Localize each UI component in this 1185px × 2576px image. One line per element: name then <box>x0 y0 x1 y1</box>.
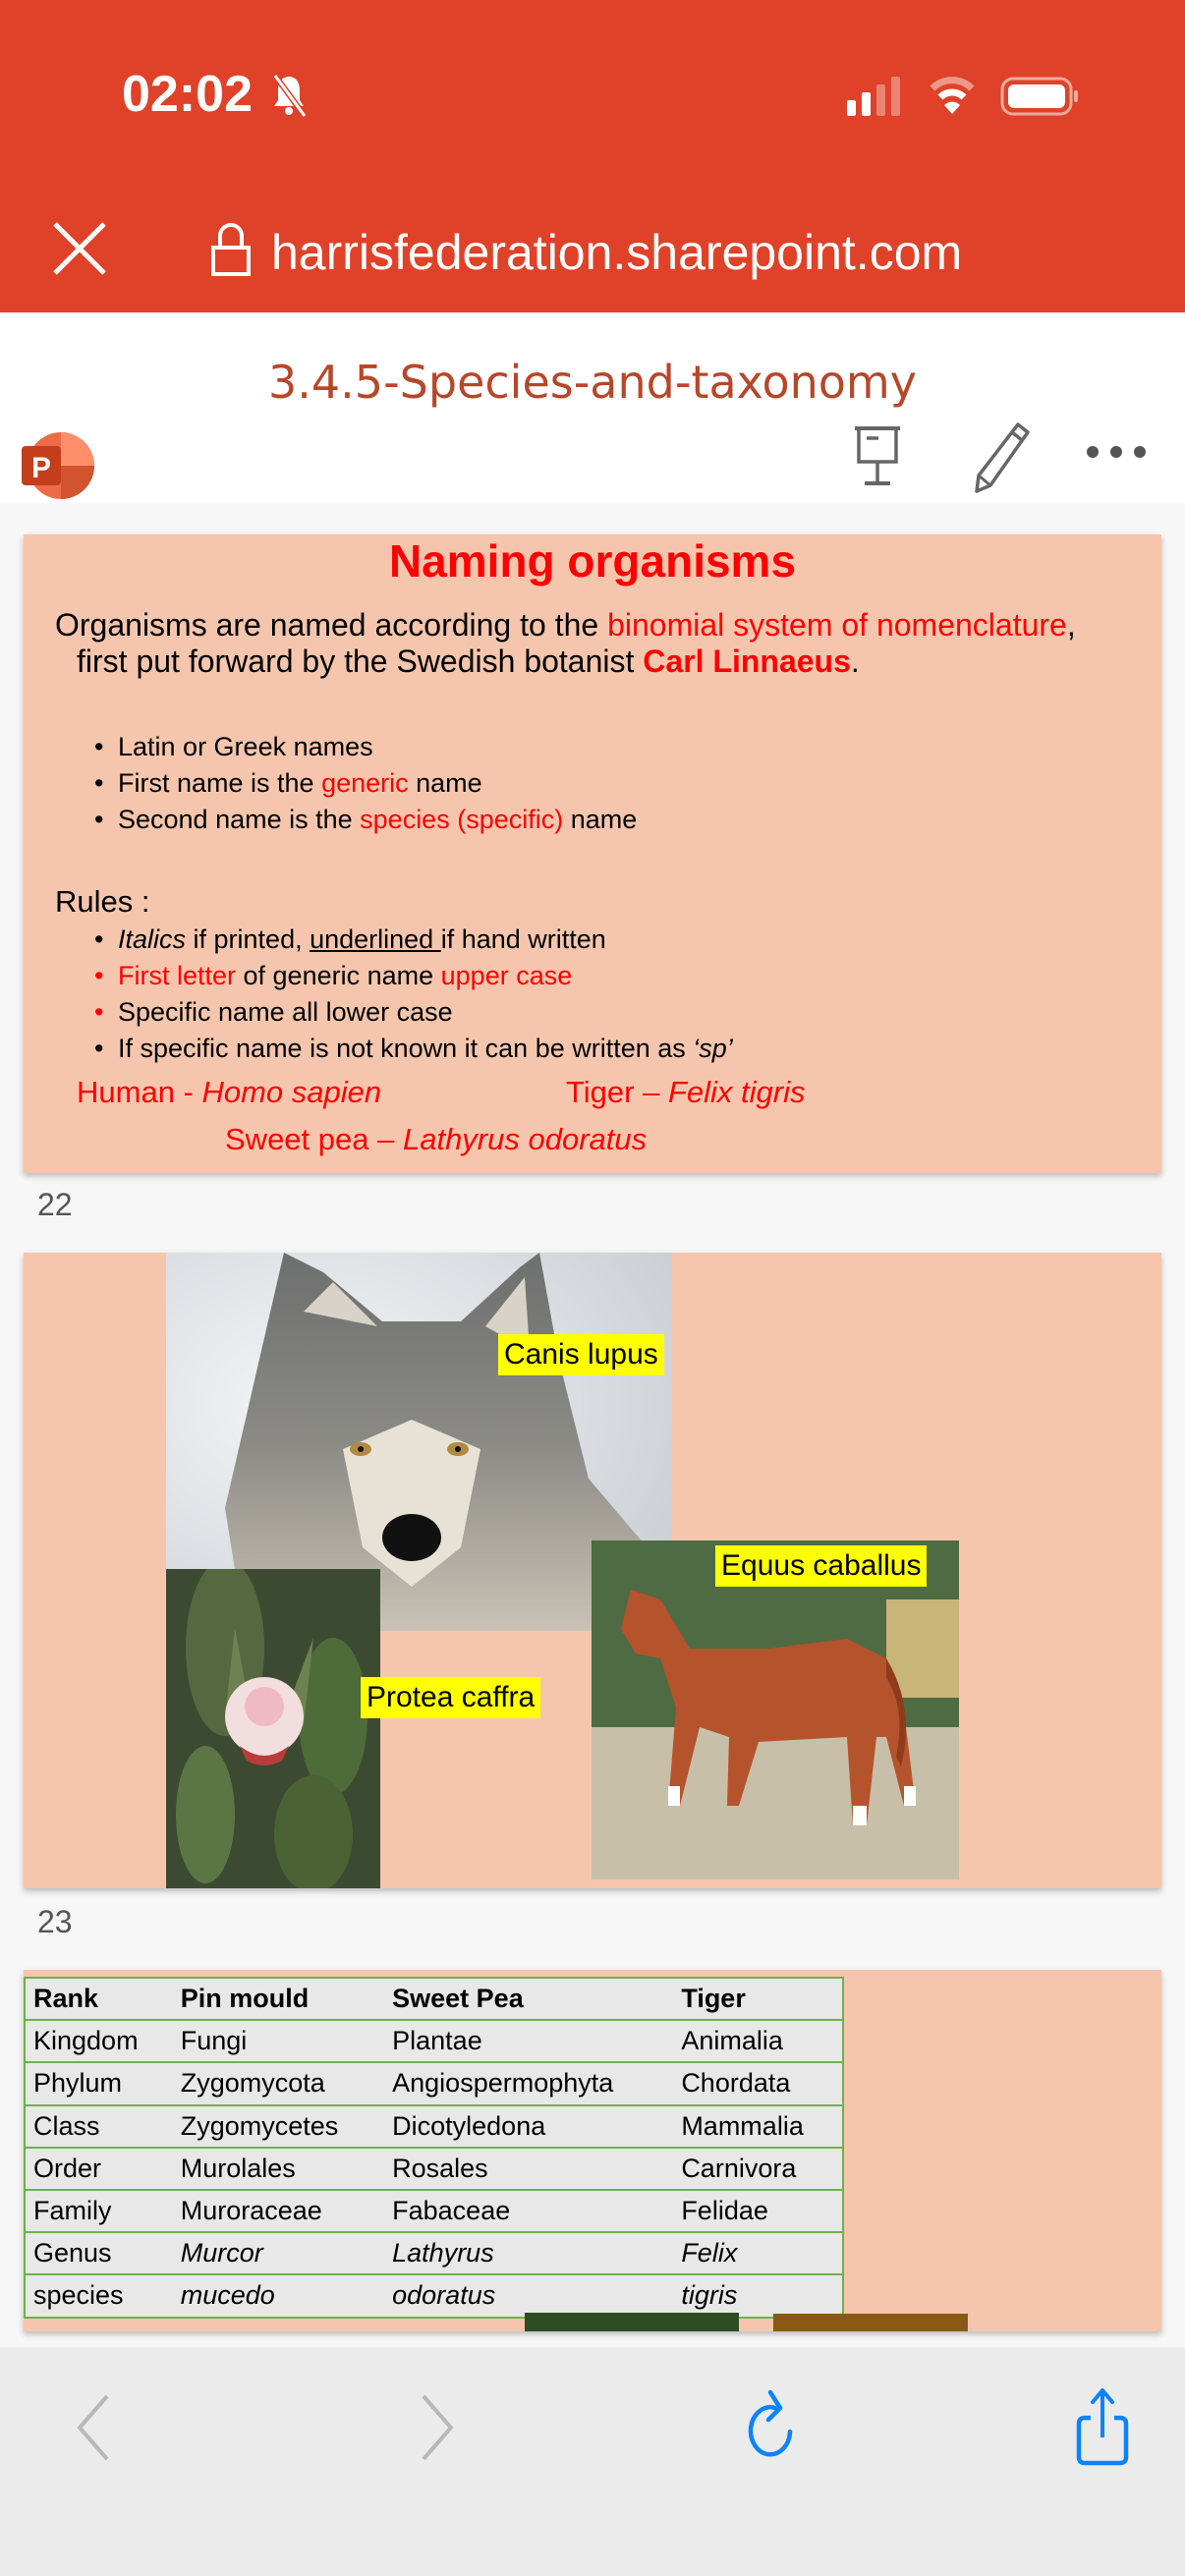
intro-text: . <box>850 644 860 679</box>
battery-icon <box>1000 77 1081 116</box>
rule-item: • Specific name all lower case <box>94 994 733 1031</box>
browser-top-bar <box>0 0 1185 312</box>
example-tiger <box>566 1075 805 1110</box>
table-cell: Felidae <box>673 2190 843 2232</box>
table-cell: Fabaceae <box>384 2190 673 2232</box>
document-title: 3.4.5-Species-and-taxonomy <box>268 356 917 409</box>
bullet-item: • Latin or Greek names <box>94 729 637 765</box>
example-binomial: Homo sapien <box>201 1075 382 1109</box>
table-cell: Murcor <box>173 2232 384 2274</box>
intro-text: Organisms are named according to the <box>55 607 608 643</box>
bullet-highlight: generic <box>321 768 409 798</box>
rule-item <box>94 1031 733 1067</box>
wifi-icon <box>929 75 976 116</box>
label-equus-caballus: Equus caballus <box>715 1545 927 1587</box>
table-cell: Dicotyledona <box>384 2105 673 2148</box>
bullet-text: name <box>408 768 482 798</box>
table-header-row <box>25 1978 843 2020</box>
svg-text:P: P <box>30 452 52 484</box>
table-cell: Murolales <box>173 2148 384 2190</box>
example-common: Human - <box>77 1075 202 1109</box>
example-sweet-pea <box>225 1122 647 1157</box>
intro-highlight: Carl Linnaeus <box>643 644 851 679</box>
partial-animal-image <box>773 2314 968 2331</box>
table-cell: Plantae <box>384 2020 673 2062</box>
table-cell: Rosales <box>384 2148 673 2190</box>
lock-icon <box>210 222 252 277</box>
table-cell: Animalia <box>673 2020 843 2062</box>
table-cell: Felix <box>673 2232 843 2274</box>
header-cell: Sweet Pea <box>384 1978 673 2020</box>
table-cell: species <box>25 2274 173 2317</box>
rule-text: If specific name is not known it can be written as <box>118 1034 694 1063</box>
table-row <box>25 2232 843 2274</box>
chevron-right-icon[interactable] <box>398 2388 477 2467</box>
chevron-left-icon[interactable] <box>54 2388 133 2467</box>
slide-intro <box>55 607 1076 680</box>
table-cell: Phylum <box>25 2062 173 2104</box>
label-protea-caffra: Protea caffra <box>361 1677 540 1718</box>
table-cell: Mammalia <box>673 2105 843 2148</box>
protea-flower-image <box>166 1569 380 1888</box>
table-cell: mucedo <box>173 2274 384 2317</box>
table-cell: Lathyrus <box>384 2232 673 2274</box>
label-canis-lupus: Canis lupus <box>498 1334 664 1375</box>
rule-underlined: underlined <box>310 924 441 954</box>
example-binomial: Lathyrus odoratus <box>402 1122 648 1156</box>
naming-bullets <box>94 729 637 838</box>
pencil-icon[interactable] <box>969 419 1034 493</box>
rule-highlight: First letter <box>118 961 237 990</box>
more-icon[interactable] <box>1085 440 1148 464</box>
reload-icon[interactable] <box>733 2388 812 2467</box>
table-cell: Zygomycota <box>173 2062 384 2104</box>
header-cell: Tiger <box>673 1978 843 2020</box>
slide-number: 22 <box>37 1187 73 1222</box>
bullet-highlight: species (specific) <box>360 805 564 834</box>
table-cell: tigris <box>673 2274 843 2317</box>
status-time: 02:02 <box>122 66 253 123</box>
table-cell: Fungi <box>173 2020 384 2062</box>
example-common: Tiger – <box>566 1075 668 1109</box>
table-cell: Order <box>25 2148 173 2190</box>
bullet-text: Second name is the <box>118 805 361 834</box>
rules-list <box>94 922 733 1067</box>
url-text[interactable]: harrisfederation.sharepoint.com <box>271 225 963 280</box>
partial-plant-image <box>525 2313 739 2331</box>
bullet-item <box>94 802 637 838</box>
slide-22[interactable] <box>24 534 1161 1173</box>
rule-item <box>94 922 733 958</box>
intro-text: , <box>1066 607 1076 643</box>
bullet-item <box>94 765 637 802</box>
table-cell: Family <box>25 2190 173 2232</box>
table-cell: Carnivora <box>673 2148 843 2190</box>
horse-image <box>592 1540 959 1879</box>
share-icon[interactable] <box>1063 2388 1142 2467</box>
table-cell: Genus <box>25 2232 173 2274</box>
bullet-text: name <box>563 805 638 834</box>
example-human <box>77 1075 381 1110</box>
table-cell: Angiospermophyta <box>384 2062 673 2104</box>
header-cell: Pin mould <box>173 1978 384 2020</box>
example-common: Sweet pea – <box>225 1122 403 1156</box>
table-cell: Muroraceae <box>173 2190 384 2232</box>
rule-italic: ‘sp’ <box>693 1034 733 1063</box>
browser-bottom-toolbar <box>0 2347 1185 2576</box>
slide-number: 23 <box>37 1904 73 1939</box>
table-row <box>25 2020 843 2062</box>
rule-italic: Italics <box>118 924 187 954</box>
powerpoint-logo-icon <box>18 430 102 501</box>
slide-24[interactable] <box>24 1970 1161 2331</box>
table-row <box>25 2274 843 2317</box>
table-row <box>25 2105 843 2148</box>
example-binomial: Felix tigris <box>667 1075 806 1109</box>
intro-highlight: binomial system of nomenclature <box>607 607 1067 643</box>
table-row <box>25 2190 843 2232</box>
intro-text: first put forward by the Swedish botanist <box>77 644 644 679</box>
slide-title: Naming organisms <box>388 535 797 587</box>
rule-text: if printed, <box>186 924 310 954</box>
table-row <box>25 2062 843 2104</box>
bullet-text: First name is the <box>118 768 322 798</box>
header-cell: Rank <box>25 1978 173 2020</box>
table-cell: Zygomycetes <box>173 2105 384 2148</box>
table-cell: odoratus <box>384 2274 673 2317</box>
cellular-signal-icon <box>847 77 908 116</box>
taxonomy-table <box>24 1977 844 2319</box>
table-cell: Kingdom <box>25 2020 173 2062</box>
rules-label: Rules : <box>55 884 150 919</box>
present-icon[interactable] <box>853 424 902 489</box>
close-icon[interactable] <box>49 218 110 279</box>
rule-text: if hand written <box>440 924 606 954</box>
bell-slash-icon <box>269 73 309 118</box>
rule-highlight: upper case <box>440 961 573 990</box>
app-header <box>0 312 1185 503</box>
rule-text: of generic name <box>236 961 441 990</box>
slide-23[interactable] <box>24 1253 1161 1888</box>
table-cell: Class <box>25 2105 173 2148</box>
rule-item <box>94 958 733 994</box>
table-cell: Chordata <box>673 2062 843 2104</box>
table-row <box>25 2148 843 2190</box>
